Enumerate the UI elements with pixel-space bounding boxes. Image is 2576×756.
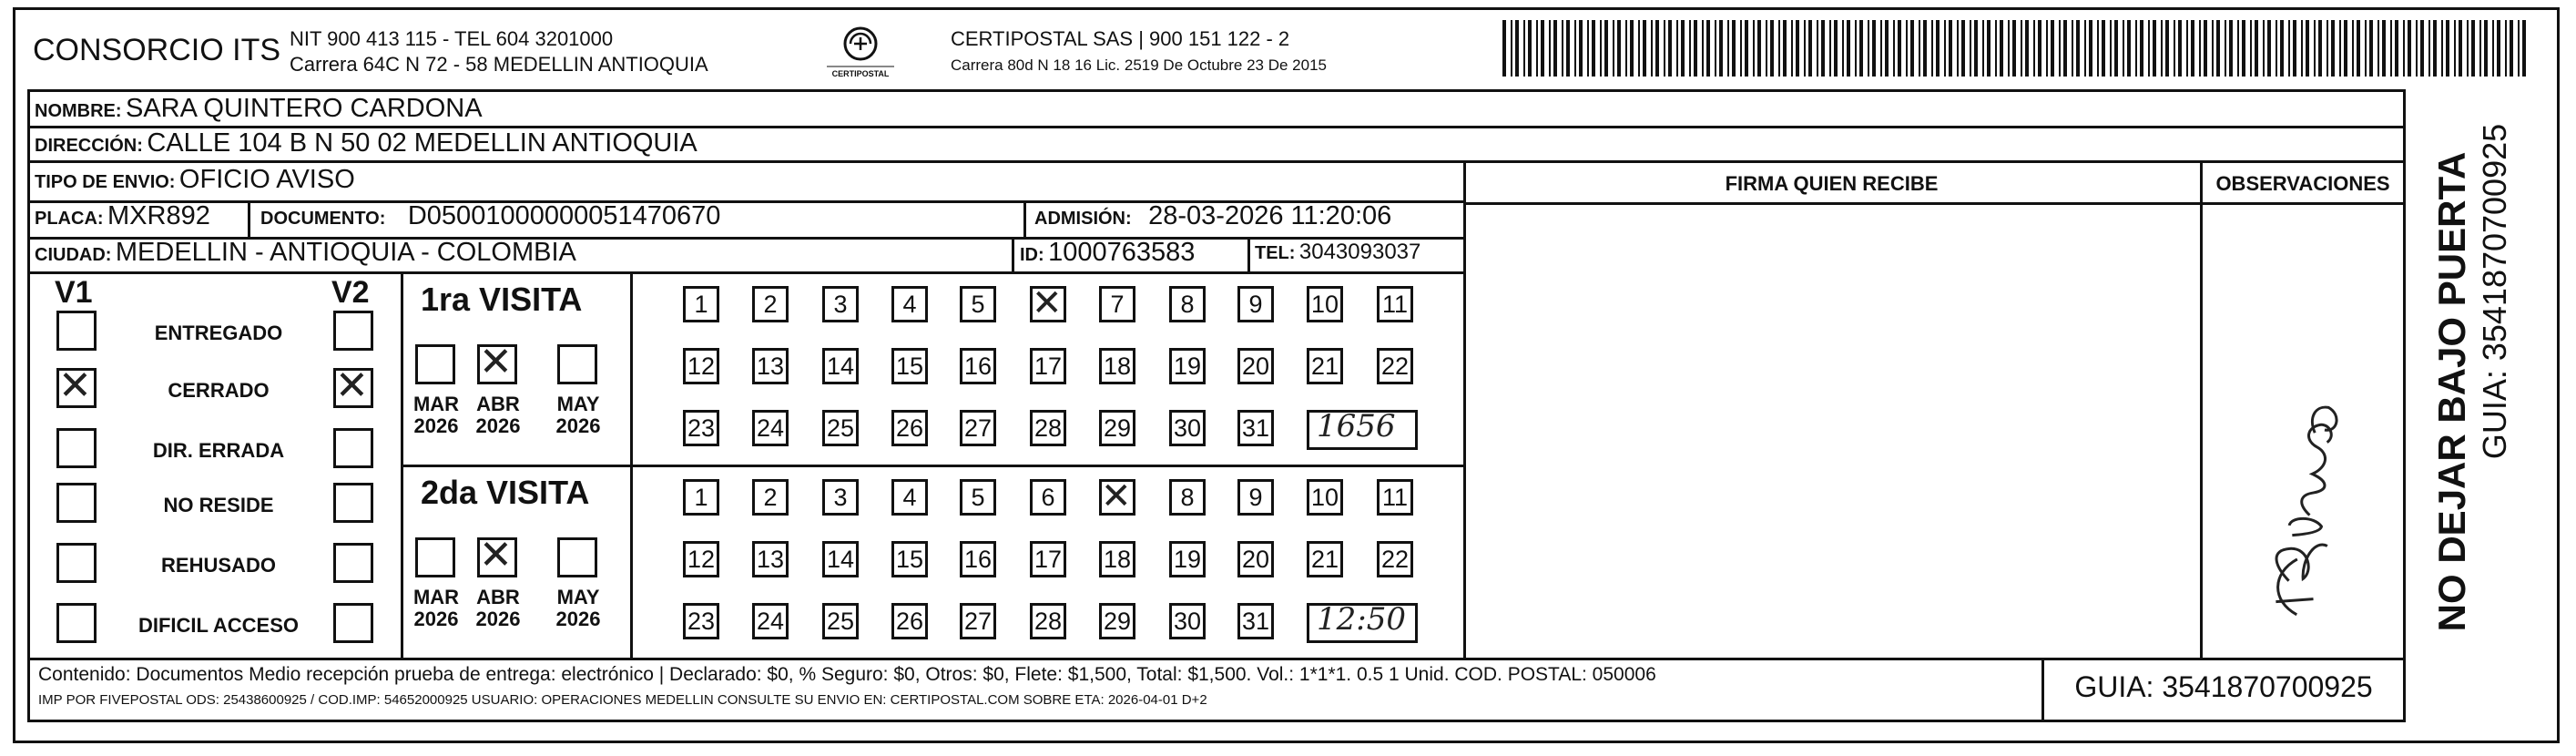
check-mark-icon: ✕ (335, 363, 369, 409)
month-checkbox[interactable] (557, 344, 597, 384)
day-box[interactable]: 1 (683, 286, 719, 322)
month-year: 2026 (413, 414, 459, 437)
day-box[interactable]: 5 (960, 286, 996, 322)
signature-column-header: FIRMA QUIEN RECIBE (1725, 172, 1939, 195)
company-address: Carrera 64C N 72 - 58 MEDELLIN ANTIOQUIA (290, 53, 708, 76)
day-box[interactable] (1030, 282, 1066, 324)
cell-divider (1012, 237, 1014, 271)
day-box[interactable]: 13 (752, 541, 789, 577)
footer-contents: Contenido: Documentos Medio recepción prueba de entrega: electrónico | Declarado: $0, % Seguro: $0, Otros: $0, Flete: $1,500, Total: $1,500. Vol.: 1*1*1. 0.5 1 Unid. COD. POSTAL: 050006 (38, 664, 1656, 685)
status-option-label: NO RESIDE (163, 494, 274, 516)
status-option-label: CERRADO (168, 379, 270, 402)
month-label (466, 587, 530, 630)
courier-address: Carrera 80d N 18 16 Lic. 2519 De Octubre 23 De 2015 (951, 56, 1327, 74)
v1-checkbox[interactable] (56, 603, 97, 643)
day-box[interactable]: 4 (891, 286, 928, 322)
address-value: CALLE 104 B N 50 02 MEDELLIN ANTIOQUIA (147, 128, 697, 158)
signature-column-left (1463, 160, 1466, 659)
admission-label: ADMISIÓN: (1034, 209, 1132, 229)
day-box[interactable]: 18 (1099, 348, 1135, 384)
v1-checkbox[interactable] (56, 311, 97, 351)
day-box[interactable]: 4 (891, 479, 928, 516)
cell-divider (1247, 237, 1250, 271)
day-box[interactable]: 9 (1237, 479, 1274, 516)
name-value: SARA QUINTERO CARDONA (126, 94, 483, 123)
day-box[interactable]: 15 (891, 348, 928, 384)
courier-name: CERTIPOSTAL SAS | 900 151 122 - 2 (951, 27, 1290, 50)
month-year: 2026 (555, 414, 601, 437)
month-checkbox[interactable] (415, 537, 455, 577)
footer-imp: IMP POR FIVEPOSTAL ODS: 25438600925 / COD.IMP: 54652000925 USUARIO: OPERACIONES MEDELLIN CONSULTE SU ENVIO EN: CERTIPOSTAL.COM SOBRE ETA: 2026-04-01 D+2 (38, 692, 1207, 708)
tel-field (1255, 240, 1420, 265)
month-label (466, 393, 530, 437)
day-box[interactable]: 22 (1377, 541, 1413, 577)
day-box[interactable]: 23 (683, 410, 719, 446)
admission-field (1034, 201, 1391, 231)
visit-title: 2da VISITA (421, 474, 590, 511)
recipient-signature (2245, 360, 2372, 633)
certipostal-logo (810, 24, 911, 80)
barcode (1502, 20, 2531, 77)
day-box[interactable]: 3 (822, 286, 859, 322)
status-option-label: ENTREGADO (154, 322, 283, 344)
company-nit: NIT 900 413 115 - TEL 604 3201000 (290, 27, 614, 50)
day-box[interactable] (1099, 475, 1135, 517)
day-box[interactable]: 17 (1030, 348, 1066, 384)
month-label (404, 393, 468, 437)
city-label: CIUDAD: (35, 245, 112, 265)
visit-time-value: 12:50 (1317, 601, 1406, 638)
day-box[interactable]: 16 (960, 541, 996, 577)
day-box[interactable]: 3 (822, 479, 859, 516)
document-value: D05001000000051470670 (407, 201, 721, 230)
id-field (1020, 238, 1195, 268)
month-year: 2026 (475, 608, 521, 630)
check-mark-icon: ✕ (479, 532, 513, 578)
day-box[interactable]: 14 (822, 541, 859, 577)
day-box[interactable]: 7 (1099, 286, 1135, 322)
observations-column-header: OBSERVACIONES (2215, 172, 2390, 195)
day-box[interactable]: 25 (822, 603, 859, 639)
day-box[interactable]: 28 (1030, 603, 1066, 639)
side-warning: NO DEJAR BAJO PUERTA (2430, 151, 2473, 632)
check-mark-icon: ✕ (58, 363, 92, 409)
day-box[interactable]: 20 (1237, 541, 1274, 577)
document-field (260, 201, 720, 231)
address-label: DIRECCIÓN: (35, 136, 143, 156)
tel-label: TEL: (1255, 243, 1296, 263)
type-value: OFICIO AVISO (178, 165, 355, 194)
status-option-label: DIFICIL ACCESO (137, 614, 299, 637)
month-year: 2026 (413, 608, 459, 630)
day-box[interactable]: 22 (1377, 348, 1413, 384)
day-box[interactable]: 27 (960, 410, 996, 446)
observations-column-left (2200, 160, 2203, 659)
day-box[interactable]: 31 (1237, 410, 1274, 446)
day-box[interactable]: 2 (752, 479, 789, 516)
v2-checkbox[interactable] (333, 311, 373, 351)
type-field (35, 165, 355, 195)
day-box[interactable]: 10 (1307, 479, 1343, 516)
visit-time-box[interactable] (1307, 410, 1418, 450)
address-field (35, 128, 697, 158)
day-box[interactable]: 11 (1377, 286, 1413, 322)
day-box[interactable]: 12 (683, 541, 719, 577)
day-box[interactable]: 8 (1169, 286, 1206, 322)
day-box[interactable]: 29 (1099, 603, 1135, 639)
day-box[interactable]: 17 (1030, 541, 1066, 577)
visit-title: 1ra VISITA (421, 281, 583, 318)
company-name: CONSORCIO ITS (33, 33, 281, 67)
plate-value: MXR892 (107, 201, 210, 230)
v1-checkbox[interactable] (56, 428, 97, 468)
day-box[interactable]: 31 (1237, 603, 1274, 639)
day-box[interactable]: 21 (1307, 348, 1343, 384)
day-box[interactable]: 8 (1169, 479, 1206, 516)
day-box[interactable]: 28 (1030, 410, 1066, 446)
v1-label: V1 (55, 275, 93, 310)
day-box[interactable]: 26 (891, 410, 928, 446)
footer-divider (27, 658, 2406, 660)
v2-checkbox[interactable] (333, 483, 373, 523)
document-label: DOCUMENTO: (260, 209, 386, 229)
day-box[interactable]: 14 (822, 348, 859, 384)
day-box[interactable]: 11 (1377, 479, 1413, 516)
month-name: ABR (476, 586, 520, 608)
month-name: ABR (476, 393, 520, 415)
tel-value: 3043093037 (1298, 240, 1421, 264)
v2-label: V2 (331, 275, 370, 310)
day-box[interactable]: 27 (960, 603, 996, 639)
day-box[interactable]: 24 (752, 603, 789, 639)
month-name: MAR (412, 586, 460, 608)
day-box[interactable]: 10 (1307, 286, 1343, 322)
day-box[interactable]: 12 (683, 348, 719, 384)
row-divider (27, 271, 1466, 274)
svg-text:CERTIPOSTAL: CERTIPOSTAL (831, 69, 890, 78)
month-checkbox[interactable] (557, 537, 597, 577)
month-year: 2026 (475, 414, 521, 437)
visit-time-value: 1656 (1317, 408, 1396, 444)
day-box[interactable]: 18 (1099, 541, 1135, 577)
day-box[interactable]: 16 (960, 348, 996, 384)
day-box[interactable]: 6 (1030, 479, 1066, 516)
visit-time-box[interactable] (1307, 603, 1418, 643)
id-label: ID: (1020, 245, 1044, 265)
name-label: NOMBRE: (35, 101, 122, 121)
day-box[interactable]: 19 (1169, 541, 1206, 577)
day-box[interactable]: 21 (1307, 541, 1343, 577)
day-box[interactable]: 13 (752, 348, 789, 384)
day-box[interactable]: 30 (1169, 603, 1206, 639)
city-value: MEDELLIN - ANTIOQUIA - COLOMBIA (115, 238, 576, 267)
plate-label: PLACA: (35, 209, 104, 229)
status-option-label: REHUSADO (161, 554, 276, 577)
day-box[interactable]: 25 (822, 410, 859, 446)
day-box[interactable]: 23 (683, 603, 719, 639)
day-box[interactable]: 9 (1237, 286, 1274, 322)
cell-divider (248, 200, 250, 237)
day-box[interactable]: 1 (683, 479, 719, 516)
month-name: MAY (556, 393, 600, 415)
side-guia: GUIA: 3541870700925 (2476, 123, 2513, 460)
day-box[interactable]: 26 (891, 603, 928, 639)
month-label (546, 393, 610, 437)
month-year: 2026 (555, 608, 601, 630)
day-box[interactable]: 19 (1169, 348, 1206, 384)
observations-header-rule (1463, 202, 2406, 205)
check-mark-icon: ✕ (479, 339, 513, 385)
id-value: 1000763583 (1048, 238, 1196, 267)
month-checkbox[interactable] (415, 344, 455, 384)
v1-checkbox[interactable] (56, 483, 97, 523)
day-box[interactable]: 29 (1099, 410, 1135, 446)
admission-value: 28-03-2026 11:20:06 (1148, 201, 1392, 230)
type-label: TIPO DE ENVIO: (35, 172, 176, 192)
v1-checkbox[interactable] (56, 543, 97, 583)
check-mark-icon: ✕ (1101, 475, 1132, 517)
barcode-bars (1502, 20, 2531, 77)
row-divider (27, 160, 2406, 163)
visits-divider (401, 465, 1466, 467)
month-name: MAY (556, 586, 600, 608)
status-option-label: DIR. ERRADA (152, 439, 285, 462)
city-field (35, 238, 576, 268)
v2-checkbox[interactable] (333, 603, 373, 643)
v2-checkbox[interactable] (333, 428, 373, 468)
plate-field (35, 201, 210, 231)
day-box[interactable]: 30 (1169, 410, 1206, 446)
month-name: MAR (412, 393, 460, 415)
check-mark-icon: ✕ (1032, 282, 1063, 324)
day-box[interactable]: 24 (752, 410, 789, 446)
month-label (404, 587, 468, 630)
day-box[interactable]: 15 (891, 541, 928, 577)
cell-divider (1023, 200, 1026, 237)
day-box[interactable]: 20 (1237, 348, 1274, 384)
day-box[interactable]: 2 (752, 286, 789, 322)
name-field (35, 94, 483, 124)
footer-guia: GUIA: 3541870700925 (2074, 670, 2373, 703)
v2-checkbox[interactable] (333, 543, 373, 583)
month-label (546, 587, 610, 630)
day-box[interactable]: 5 (960, 479, 996, 516)
